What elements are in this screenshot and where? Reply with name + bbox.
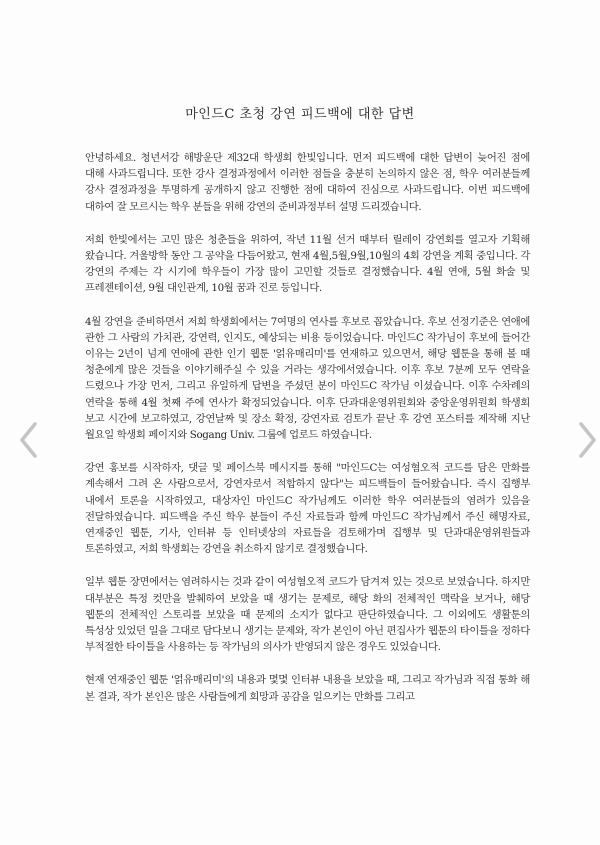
paragraph-conclusion: 현재 연재중인 웹툰 '얽유매리미'의 내용과 몇몇 인터뷰 내용을 보았을 때, 그리고 작가님과 직접 통화 해 본 결과, 작가 본인은 많은 사람들에게 희망과 공감을 일으키는 만화를 그리고 <box>85 674 530 703</box>
chevron-right-icon <box>574 420 600 460</box>
paragraph-speaker-selection: 4월 강연을 준비하면서 저희 학생회에서는 7여명의 연사를 후보로 꼽았습니다. 후보 선정기준은 연애에 관한 그 사람의 가치관, 강연력, 인지도, 예상되는 비용 등이었습니다. 마인드C 작가님이 후보에 들어간 이유는 2년이 넘게 연애에 관한 인기 웹툰 '얽유매리미'를 연재하고 있으면서, 해당 웹툰을 통해 볼 때 청춘에게 많은 것들을 이야기해주실 수 있을 거라는 생각에서였습니다. 이후 후보 7분께 모두 연락을 드렸으나 가장 먼저, 그리고 유일하게 답변을 주셨던 분이 마인드C 작가님 이셨습니다. 이후 수차례의 연락을 통해 4월 첫째 주에 연사가 확정되었습니다. 이후 단과대운영위원회와 중앙운영위원회 학생회 보고 시간에 보고하였고, 강연날짜 및 장소 확정, 강연자료 검토가 끝난 후 강연 포스터를 제작해 지난 월요일 학생회 페이지와 Sogang Univ. 그룹에 업로드 하였습니다. <box>85 315 530 442</box>
paragraph-feedback-response: 강연 홍보를 시작하자, 댓글 및 페이스북 메시지를 통해 "마인드C는 여성혐오적 코드를 담은 만화를 계속해서 그려 온 사람으로서, 강연자로서 적합하지 않다"는 피드백들이 들어왔습니다. 즉시 집행부 내에서 토론을 시작하였고, 대상자인 마인드C 작가님께도 이러한 학우 여러분들의 염려가 있음을 전달하였습니다. 피드백을 주신 학우 분들이 주신 자료들과 함께 마인드C 작가님께서 주신 해명자료, 연재중인 웹툰, 기사, 인터뷰 등 인터넷상의 자료들을 검토해가며 집행부 및 단과대운영위원들과 토론하였고, 저희 학생회는 강연을 취소하지 않기로 결정했습니다. <box>85 462 530 556</box>
previous-page-button[interactable] <box>16 420 42 460</box>
document-title: 마인드C 초청 강연 피드백에 대한 답변 <box>185 107 415 122</box>
paragraph-greeting: 안녕하세요. 청년서강 해방운단 제32대 학생회 한빛입니다. 먼저 피드백에 대한 답변이 늦어진 점에 대해 사과드립니다. 또한 강사 결정과정에서 이러한 점들을 충분히 논의하지 않은 점, 학우 여러분들께 강사 결정과정을 투명하게 공개하지 않고 진행한 점에 대하여 진심으로 사과드립니다. 이번 피드백에 대하여 잘 모르시는 학우 분들을 위해 강연의 준비과정부터 설명 드리겠습니다. <box>85 152 530 213</box>
paragraph-webtoon-review: 일부 웹툰 장면에서는 염려하시는 것과 같이 여성혐오적 코드가 담겨져 있는 것으로 보였습니다. 하지만 대부분은 특정 컷만을 발췌하여 보았을 때 생기는 문제로, 해당 화의 전체적인 맥락을 보거나, 해당 웹툰의 전체적인 스토리를 보았을 때 문제의 소지가 없다고 판단하였습니다. 그 이외에도 생활툰의 특성상 있었던 일을 그대로 담다보니 생기는 문제와, 작가 본인이 아닌 편집사가 웹툰의 타이틀을 정하다 부적절한 타이틀을 사용하는 등 작가님의 의사가 반영되지 않은 경우도 있었습니다. <box>85 576 530 654</box>
paragraph-lecture-plan: 저희 한빛에서는 고민 많은 청춘들을 위하여, 작년 11월 선거 때부터 릴레이 강연회를 열고자 기획해 왔습니다. 겨울방학 동안 그 공약을 다듬어왔고, 현재 4월,5월,9월,10월의 4회 강연을 계획 중입니다. 각 강연의 주제는 각 시기에 학우들이 가장 많이 고민할 것들로 결정했습니다. 4월 연애, 5월 화술 및 프레젠테이션, 9월 대인관계, 10월 꿈과 진로 등입니다. <box>85 233 530 295</box>
chevron-left-icon <box>16 420 42 460</box>
document-body <box>85 150 530 722</box>
next-page-button[interactable] <box>574 420 600 460</box>
